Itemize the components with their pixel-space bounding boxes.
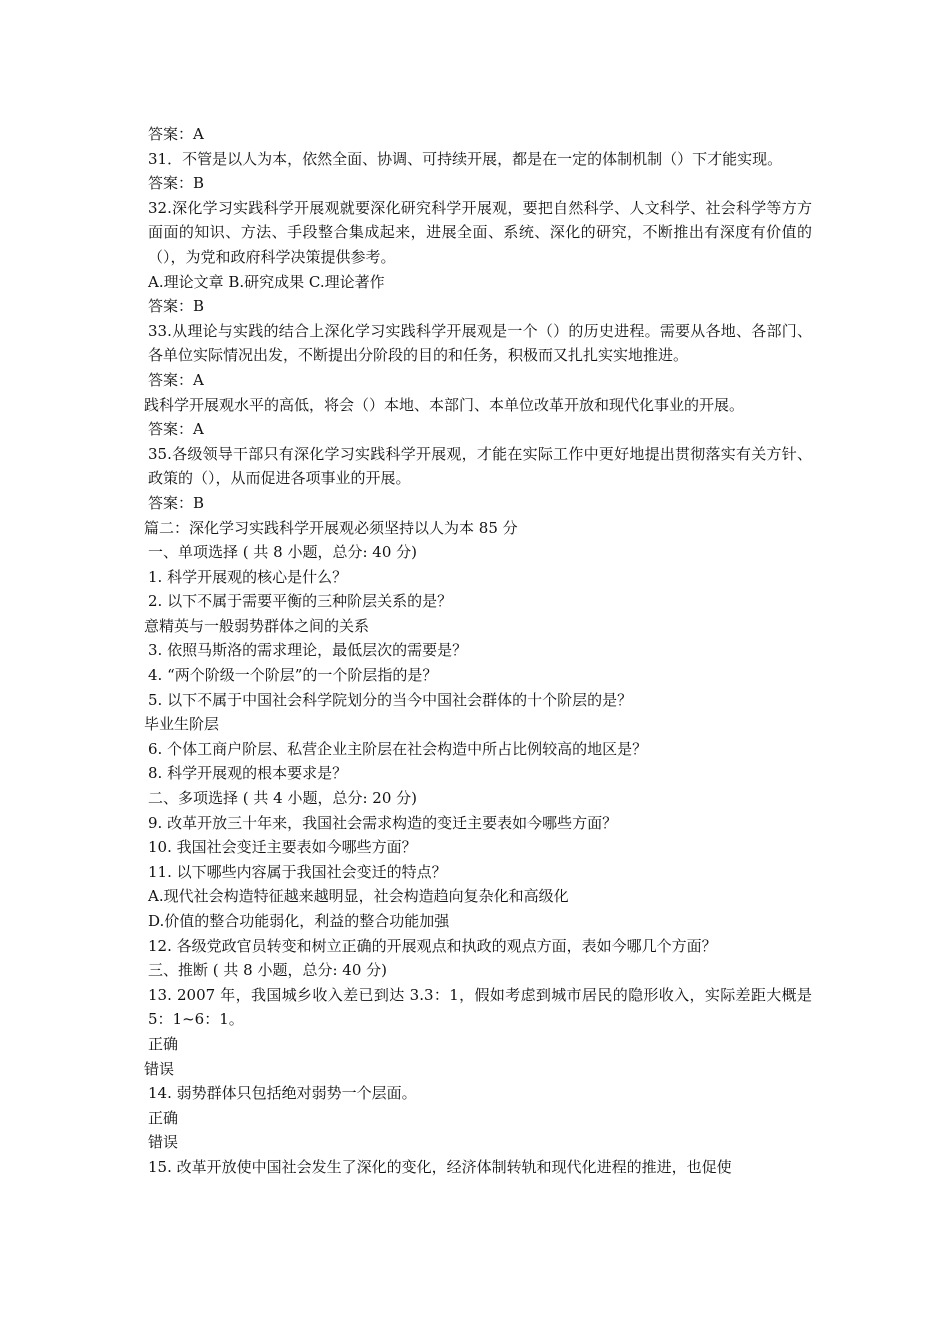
text-line: A.现代社会构造特征越来越明显，社会构造趋向复杂化和高级化: [148, 887, 569, 906]
text-line: 4. “两个阶级一个阶层”的一个阶层指的是？: [148, 666, 438, 685]
text-line: 11. 以下哪些内容属于我国社会变迁的特点？: [148, 862, 447, 881]
text-line: 错误: [144, 1059, 175, 1078]
text-line: 答案：B: [148, 297, 205, 316]
text-line: 错误: [148, 1133, 179, 1152]
document-page: [144, 122, 812, 1180]
text-line: 2. 以下不属于需要平衡的三种阶层关系的是？: [148, 592, 453, 611]
text-line: 31．不管是以人为本，依然全面、协调、可持续开展，都是在一定的体制机制（）下才能实现。: [148, 149, 783, 168]
text-line: 正确: [148, 1034, 179, 1053]
text-line: 35.各级领导干部只有深化学习实践科学开展观，才能在实际工作中更好地提出贯彻落实有关方针、政策的（），从而促进各项事业的开展。: [148, 444, 812, 488]
text-line: 正确: [148, 1108, 179, 1127]
text-line: 一、单项选择 ( 共 8 小题，总分: 40 分): [148, 543, 417, 562]
text-line: 6. 个体工商户阶层、私营企业主阶层在社会构造中所占比例较高的地区是？: [148, 739, 648, 758]
text-line: 篇二：深化学习实践科学开展观必须坚持以人为本 85 分: [144, 518, 518, 537]
text-line: 答案：B: [148, 174, 205, 193]
text-line: 践科学开展观水平的高低，将会（）本地、本部门、本单位改革开放和现代化事业的开展。: [144, 395, 745, 414]
text-line: A.理论文章 B.研究成果 C.理论著作: [148, 272, 385, 291]
text-line: 3. 依照马斯洛的需求理论，最低层次的需要是？: [148, 641, 468, 660]
text-line: D.价值的整合功能弱化，利益的整合功能加强: [148, 912, 450, 930]
text-line: 12. 各级党政官员转变和树立正确的开展观点和执政的观点方面，表如今哪几个方面？: [148, 936, 717, 955]
text-line: 三、推断 ( 共 8 小题，总分: 40 分): [148, 961, 387, 980]
text-line: 5. 以下不属于中国社会科学院划分的当今中国社会群体的十个阶层的是？: [148, 690, 633, 709]
text-line: 33.从理论与实践的结合上深化学习实践科学开展观是一个（）的历史进程。需要从各地、各部门、各单位实际情况出发，不断提出分阶段的目的和任务，积极而又扎扎实实地推进。: [148, 321, 812, 365]
text-line: 9. 改革开放三十年来，我国社会需求构造的变迁主要表如今哪些方面？: [148, 813, 618, 832]
text-line: 答案：B: [148, 493, 205, 512]
text-line: 毕业生阶层: [144, 715, 220, 734]
text-line: 15. 改革开放使中国社会发生了深化的变化，经济体制转轨和现代化进程的推进，也促使: [148, 1157, 732, 1176]
text-line: 二、多项选择 ( 共 4 小题，总分: 20 分): [148, 789, 417, 808]
text-line: 8. 科学开展观的根本要求是？: [148, 764, 348, 783]
text-line: 答案：A: [148, 420, 204, 439]
text-line: 意精英与一般弱势群体之间的关系: [144, 616, 370, 635]
text-line: 10. 我国社会变迁主要表如今哪些方面？: [148, 838, 417, 857]
text-line: 答案：A: [148, 370, 204, 389]
text-line: 答案：A: [148, 125, 204, 143]
text-line: 13. 2007 年，我国城乡收入差已到达 3.3：1，假如考虑到城市居民的隐形收入，实际差距大概是 5：1~6：1。: [148, 985, 812, 1029]
text-line: 1. 科学开展观的核心是什么？: [148, 567, 348, 586]
text-line: 14. 弱势群体只包括绝对弱势一个层面。: [148, 1084, 417, 1103]
text-line: 32.深化学习实践科学开展观就要深化研究科学开展观，要把自然科学、人文科学、社会科学等方方面面的知识、方法、手段整合集成起来，进展全面、系统、深化的研究，不断推出有深度有价值的（），为党和政府科学决策提供参考。: [148, 198, 812, 266]
